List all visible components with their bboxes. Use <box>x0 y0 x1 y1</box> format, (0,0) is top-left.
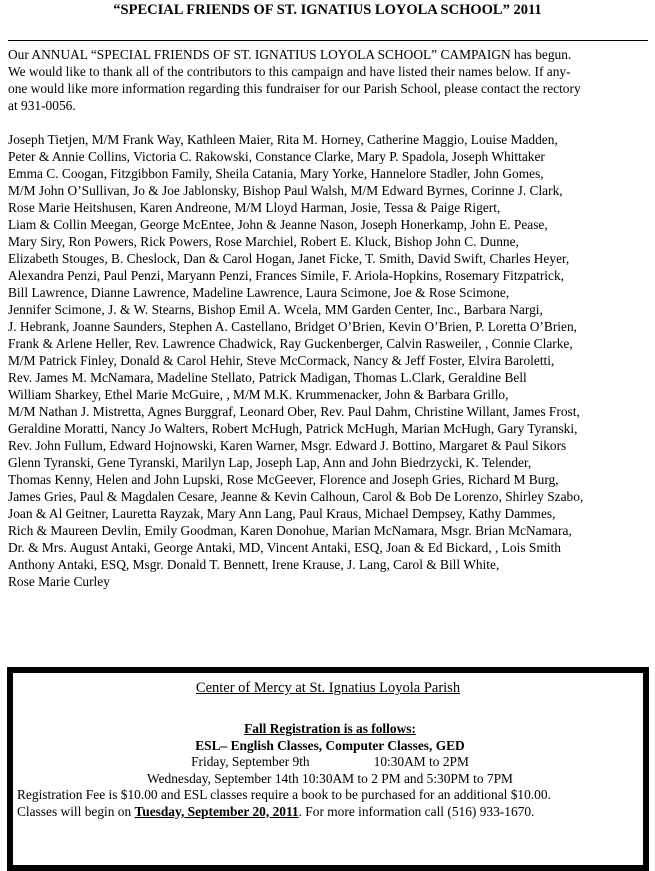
names-line: Rose Marie Heitshusen, Karen Andreone, M/M Lloyd Harman, Josie, Tessa & Paige Rigert, <box>8 200 501 215</box>
names-line: Joseph Tietjen, M/M Frank Way, Kathleen Maier, Rita M. Horney, Catherine Maggio, Louise Madden, <box>8 132 558 147</box>
begin-date: Tuesday, September 20, 2011 <box>134 803 299 819</box>
registration-fee: Registration Fee is $10.00 and ESL classes require a book to be purchased for an additional $10.00. <box>17 787 551 802</box>
names-line: Rich & Maureen Devlin, Emily Goodman, Karen Donohue, Marian McNamara, Msgr. Brian McNamara, <box>8 523 572 538</box>
notice-title: Center of Mercy at St. Ignatius Loyola Parish <box>195 680 461 696</box>
names-line: M/M John O’Sullivan, Jo & Joe Jablonsky, Bishop Paul Walsh, M/M Edward Byrnes, Corinne J. Clark, <box>8 183 563 198</box>
names-line: Rose Marie Curley <box>8 574 110 589</box>
center-of-mercy-notice <box>7 667 649 871</box>
names-line: Glenn Tyranski, Gene Tyranski, Marilyn Lap, Joseph Lap, Ann and John Biedrzycki, K. Telender, <box>8 455 532 470</box>
names-line: Alexandra Penzi, Paul Penzi, Maryann Penzi, Frances Simile, F. Ariola-Hopkins, Rosemary Fitzpatrick, <box>8 268 565 283</box>
names-line: William Sharkey, Ethel Marie McGuire, , M/M M.K. Krummenacker, John & Barbara Grillo, <box>8 387 509 402</box>
names-line: Thomas Kenny, Helen and John Lupski, Rose McGeever, Florence and Joseph Gries, Richard M Burg, <box>8 472 559 487</box>
friday-schedule <box>17 754 643 771</box>
names-line: J. Hebrank, Joanne Saunders, Stephen A. Castellano, Bridget O’Brien, Kevin O’Brien, P. Loretta O’Brien, <box>8 319 577 334</box>
contributor-names <box>8 131 653 590</box>
names-line: Geraldine Moratti, Nancy Jo Walters, Robert McHugh, Patrick McHugh, Marian McHugh, Gary Tyranski, <box>8 421 578 436</box>
names-line: Joan & Al Geitner, Lauretta Rayzak, Mary Ann Lang, Paul Kraus, Michael Dempsey, Kathy Dammes, <box>8 506 556 521</box>
names-line: Mary Siry, Ron Powers, Rick Powers, Rose Marchiel, Robert E. Kluck, Bishop John C. Dunne, <box>8 234 519 249</box>
intro-line: one would like more information regarding this fundraiser for our Parish School, please contact the rectory <box>8 81 581 96</box>
names-line: Jennifer Scimone, J. & W. Stearns, Bishop Emil A. Wcela, MM Garden Center, Inc., Barbara Nargi, <box>8 302 543 317</box>
names-line: James Gries, Paul & Magdalen Cesare, Jeanne & Kevin Calhoun, Carol & Bob De Lorenzo, Shirley Szabo, <box>8 489 584 504</box>
names-line: Bill Lawrence, Dianne Lawrence, Madeline Lawrence, Laura Scimone, Joe & Rose Scimone, <box>8 285 510 300</box>
page-title: “SPECIAL FRIENDS OF ST. IGNATIUS LOYOLA SCHOOL” 2011 <box>113 2 542 18</box>
begin-prefix: Classes will begin on <box>17 803 135 819</box>
names-line: Liam & Collin Meegan, George McEntee, John & Jeanne Nason, Joseph Honerkamp, John E. Pease, <box>8 217 548 232</box>
names-line: Emma C. Coogan, Fitzgibbon Family, Sheila Catania, Mary Yorke, Hannelore Stadler, John Gomes, <box>8 166 544 181</box>
classes-offered: ESL– English Classes, Computer Classes, GED <box>195 737 465 753</box>
names-line: Dr. & Mrs. August Antaki, George Antaki, MD, Vincent Antaki, ESQ, Joan & Ed Bickard, , Lois Smith <box>8 540 561 555</box>
friday-day: Friday, September 9th <box>191 754 310 769</box>
intro-paragraph <box>8 46 653 114</box>
names-line: Rev. John Fullum, Edward Hojnowski, Karen Warner, Msgr. Edward J. Bottino, Margaret & Paul Sikors <box>8 438 567 453</box>
names-line: M/M Nathan J. Mistretta, Agnes Burggraf, Leonard Ober, Rev. Paul Dahm, Christine Willant, James Frost, <box>8 404 580 419</box>
names-line: M/M Patrick Finley, Donald & Carol Hehir, Steve McCormack, Nancy & Jeff Foster, Elvira Baroletti, <box>8 353 555 368</box>
title-divider <box>8 40 648 41</box>
names-line: Anthony Antaki, ESQ, Msgr. Donald T. Bennett, Irene Krause, J. Lang, Carol & Bill White, <box>8 557 500 572</box>
begin-suffix: . For more information call (516) 933-1670. <box>298 803 535 819</box>
classes-begin <box>17 804 643 821</box>
names-line: Elizabeth Stouges, B. Cheslock, Dan & Carol Hogan, Janet Ficke, T. Smith, David Swift, Charles Heyer, <box>8 251 570 266</box>
wednesday-schedule: Wednesday, September 14th 10:30AM to 2 PM and 5:30PM to 7PM <box>147 770 513 786</box>
registration-heading: Fall Registration is as follows: <box>244 721 416 736</box>
friday-time: 10:30AM to 2PM <box>373 754 469 769</box>
names-line: Rev. James M. McNamara, Madeline Stellato, Patrick Madigan, Thomas L.Clark, Geraldine Bell <box>8 370 527 385</box>
intro-line: at 931-0056. <box>8 98 76 113</box>
names-line: Peter & Annie Collins, Victoria C. Rakowski, Constance Clarke, Mary P. Spadola, Joseph Whittaker <box>8 149 545 164</box>
intro-line: Our ANNUAL “SPECIAL FRIENDS OF ST. IGNATIUS LOYOLA SCHOOL” CAMPAIGN has begun. <box>8 47 572 62</box>
names-line: Frank & Arlene Heller, Rev. Lawrence Chadwick, Ray Guckenberger, Calvin Rasweiler, , Connie Clarke, <box>8 336 573 351</box>
intro-line: We would like to thank all of the contributors to this campaign and have listed their names below. If any- <box>8 64 571 79</box>
